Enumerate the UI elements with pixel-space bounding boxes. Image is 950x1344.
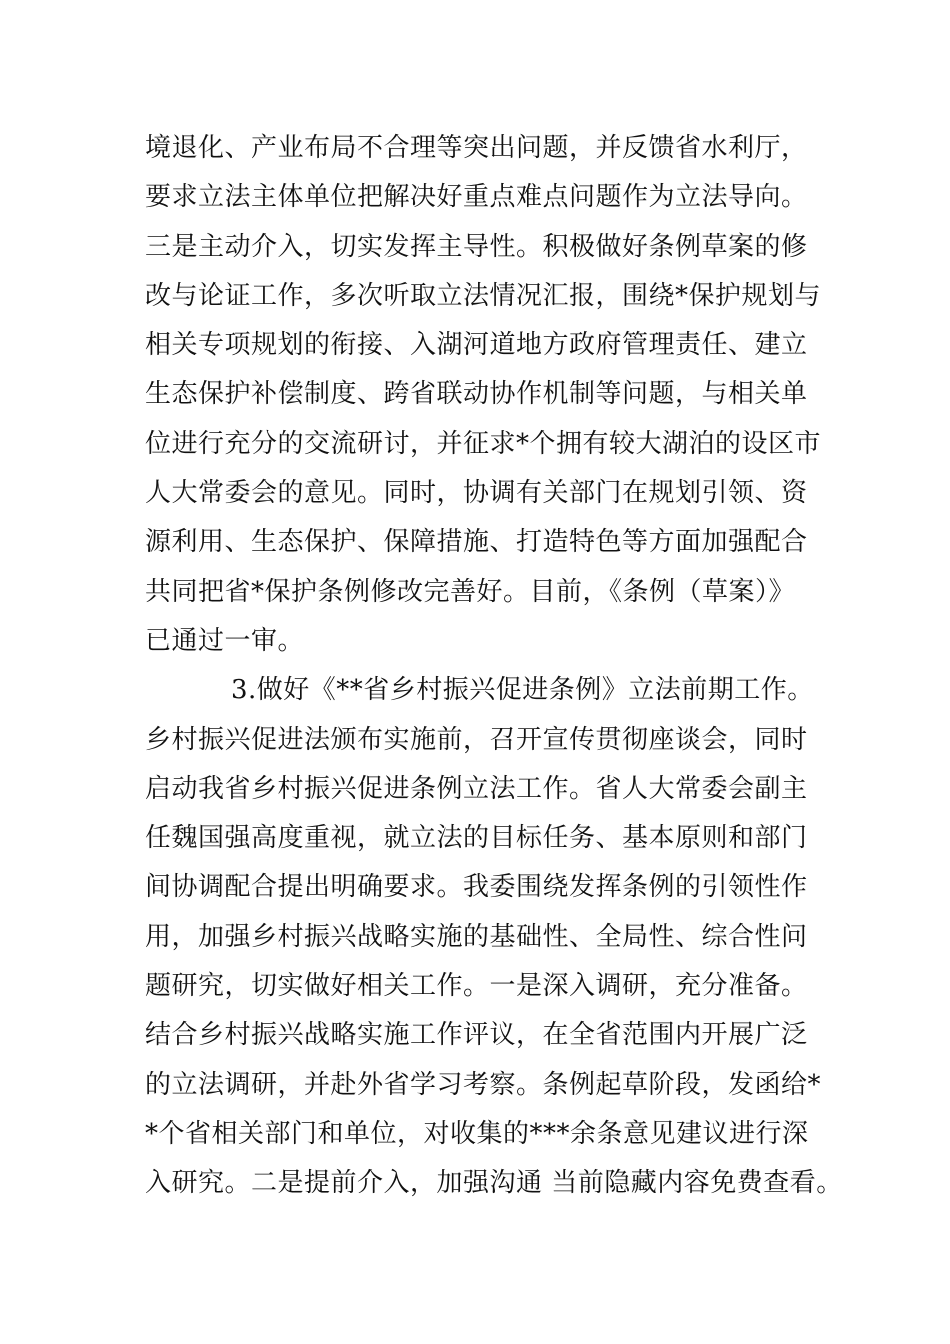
text-line: 人大常委会的意见。同时，协调有关部门在规划引领、资 xyxy=(145,478,808,509)
text-line: 入研究。二是提前介入，加强沟通 当前隐藏内容免费查看。 xyxy=(145,1168,843,1199)
section-heading: 3.做好《**省乡村振兴促进条例》立法前期工作。 xyxy=(231,675,814,706)
text-line: 间协调配合提出明确要求。我委围绕发挥条例的引领性作 xyxy=(145,872,808,903)
text-line: 位进行充分的交流研讨，并征求*个拥有较大湖泊的设区市 xyxy=(145,428,822,459)
text-line: 要求立法主体单位把解决好重点难点问题作为立法导向。 xyxy=(145,182,808,213)
document-body xyxy=(145,124,843,1209)
text-line: *个省相关部门和单位，对收集的***余条意见建议进行深 xyxy=(145,1118,809,1149)
text-line: 任魏国强高度重视，就立法的目标任务、基本原则和部门 xyxy=(145,823,808,854)
text-line: 的立法调研，并赴外省学习考察。条例起草阶段，发函给* xyxy=(145,1069,822,1100)
text-line: 题研究，切实做好相关工作。一是深入调研，充分准备。 xyxy=(145,971,808,1002)
text-line: 相关专项规划的衔接、入湖河道地方政府管理责任、建立 xyxy=(145,330,808,361)
text-line: 共同把省*保护条例修改完善好。目前，《条例（草案）》 xyxy=(145,576,796,607)
text-line: 乡村振兴促进法颁布实施前，召开宣传贯彻座谈会，同时 xyxy=(145,724,808,755)
text-line: 源利用、生态保护、保障措施、打造特色等方面加强配合 xyxy=(145,527,808,558)
text-line: 生态保护补偿制度、跨省联动协作机制等问题，与相关单 xyxy=(145,379,808,410)
text-line: 用，加强乡村振兴战略实施的基础性、全局性、综合性问 xyxy=(145,921,808,952)
text-line: 改与论证工作，多次听取立法情况汇报，围绕*保护规划与 xyxy=(145,280,822,311)
text-line: 启动我省乡村振兴促进条例立法工作。省人大常委会副主 xyxy=(145,773,808,804)
text-line: 结合乡村振兴战略实施工作评议，在全省范围内开展广泛 xyxy=(145,1020,808,1051)
text-line: 已通过一审。 xyxy=(145,625,305,656)
text-line: 三是主动介入，切实发挥主导性。积极做好条例草案的修 xyxy=(145,231,808,262)
text-line: 境退化、产业布局不合理等突出问题，并反馈省水利厅， xyxy=(145,133,808,163)
